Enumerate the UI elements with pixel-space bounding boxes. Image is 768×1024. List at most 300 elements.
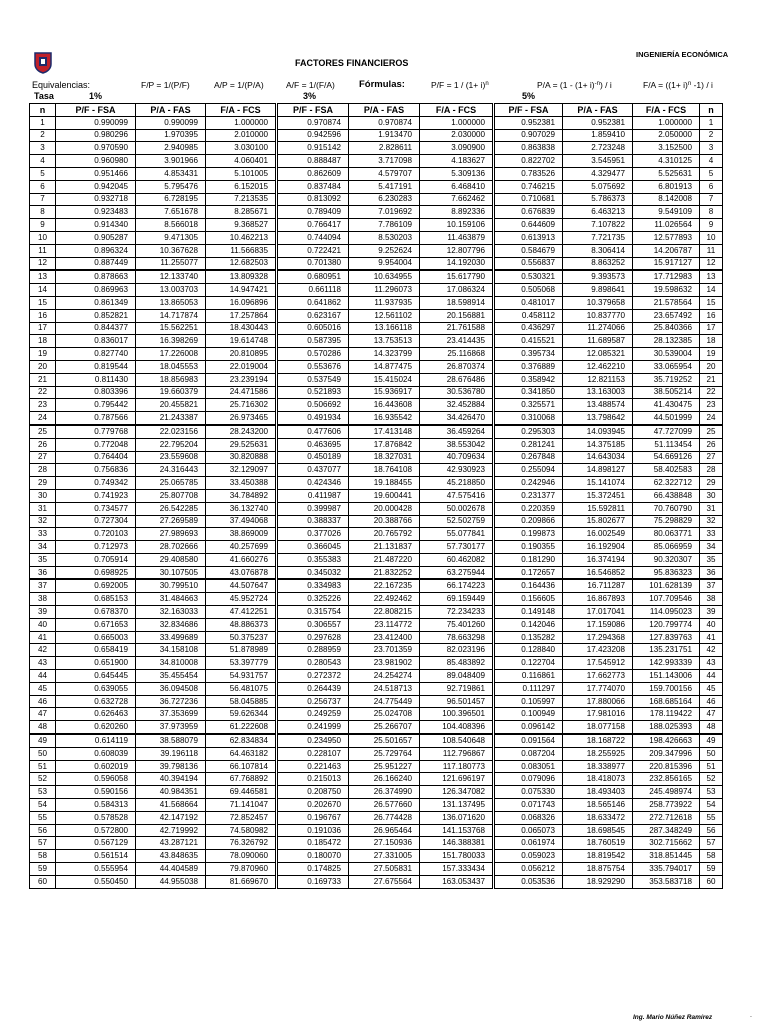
- period-cell: 43: [700, 657, 723, 670]
- factor-cell: 163.053437: [420, 875, 494, 888]
- factor-cell: 0.556837: [494, 257, 563, 270]
- factor-cell: 0.267848: [494, 451, 563, 464]
- factor-cell: 25.501657: [349, 734, 420, 747]
- formula-pf: $P/F = 1 / (1+ i)^n$: [431, 80, 489, 90]
- factor-cell: 40.394194: [136, 773, 206, 786]
- col-header: P/F - FSA: [277, 104, 349, 117]
- period-cell: 53: [700, 786, 723, 799]
- factor-cell: 4.183627: [420, 155, 494, 168]
- table-row: [30, 773, 723, 786]
- period-cell: 10: [30, 231, 56, 244]
- factor-cell: 18.430443: [206, 322, 277, 335]
- factor-cell: 121.696197: [420, 773, 494, 786]
- period-cell: 7: [700, 193, 723, 206]
- factor-cell: 25.840366: [633, 322, 700, 335]
- factor-cell: 14.192030: [420, 257, 494, 270]
- factor-cell: 53.397779: [206, 657, 277, 670]
- factor-cell: 6.468410: [420, 180, 494, 193]
- period-cell: 42: [30, 644, 56, 657]
- factor-cell: 0.863838: [494, 142, 563, 155]
- table-row: [30, 515, 723, 528]
- factor-cell: 0.199873: [494, 528, 563, 541]
- factor-cell: 18.168722: [563, 734, 633, 747]
- factor-cell: 89.048409: [420, 670, 494, 683]
- period-cell: 8: [700, 206, 723, 219]
- period-cell: 55: [700, 811, 723, 824]
- factor-cell: 0.149148: [494, 606, 563, 619]
- factor-cell: 21.487220: [349, 553, 420, 566]
- factor-cell: 5.309136: [420, 167, 494, 180]
- col-header: n: [30, 104, 56, 117]
- factor-cell: 18.633472: [563, 811, 633, 824]
- factor-cell: 0.896324: [56, 244, 136, 257]
- factor-cell: 23.657492: [633, 309, 700, 322]
- factor-cell: 0.358942: [494, 373, 563, 386]
- factor-cell: 0.698925: [56, 566, 136, 579]
- factor-cell: 131.137495: [420, 799, 494, 812]
- factor-cell: 66.107814: [206, 760, 277, 773]
- factor-cell: 4.329477: [563, 167, 633, 180]
- factor-cell: 6.152015: [206, 180, 277, 193]
- factor-cell: 9.368527: [206, 219, 277, 232]
- factor-cell: 51.878989: [206, 644, 277, 657]
- factor-cell: 32.129097: [206, 464, 277, 477]
- factor-cell: 2.030000: [420, 129, 494, 142]
- factor-cell: 220.815396: [633, 760, 700, 773]
- table-row: [30, 875, 723, 888]
- col-header: P/A - FAS: [563, 104, 633, 117]
- factor-cell: 0.960980: [56, 155, 136, 168]
- factor-cell: 32.163033: [136, 606, 206, 619]
- period-cell: 22: [30, 386, 56, 399]
- factor-cell: 0.952381: [494, 116, 563, 129]
- factor-cell: 9.393573: [563, 270, 633, 283]
- factor-cell: 44.955038: [136, 875, 206, 888]
- factor-cell: 13.166118: [349, 322, 420, 335]
- factor-cell: 58.402583: [633, 464, 700, 477]
- factor-cell: 0.734577: [56, 502, 136, 515]
- period-cell: 10: [700, 231, 723, 244]
- factor-cell: 2.940985: [136, 142, 206, 155]
- factor-cell: 44.507647: [206, 579, 277, 592]
- factor-cell: 0.450189: [277, 451, 349, 464]
- table-row: [30, 309, 723, 322]
- period-cell: 24: [700, 412, 723, 425]
- factor-cell: 7.662462: [420, 193, 494, 206]
- table-row: [30, 167, 723, 180]
- col-header: F/A - FCS: [633, 104, 700, 117]
- factor-cell: 0.366045: [277, 541, 349, 554]
- factor-cell: 34.784892: [206, 489, 277, 502]
- factor-cell: 0.862609: [277, 167, 349, 180]
- factor-cell: 0.783526: [494, 167, 563, 180]
- factor-cell: 8.566018: [136, 219, 206, 232]
- factor-cell: 67.768892: [206, 773, 277, 786]
- table-row: [30, 142, 723, 155]
- factor-cell: 7.786109: [349, 219, 420, 232]
- factor-cell: 11.296073: [349, 284, 420, 297]
- factor-cell: 23.412400: [349, 631, 420, 644]
- factor-cell: 0.701380: [277, 257, 349, 270]
- factor-cell: 0.915142: [277, 142, 349, 155]
- table-row: [30, 438, 723, 451]
- period-cell: 27: [700, 451, 723, 464]
- factor-cell: 7.651678: [136, 206, 206, 219]
- factor-cell: 27.331005: [349, 850, 420, 863]
- period-cell: 55: [30, 811, 56, 824]
- factor-cell: 11.026564: [633, 219, 700, 232]
- factor-cell: 107.709546: [633, 593, 700, 606]
- factor-cell: 4.060401: [206, 155, 277, 168]
- factor-cell: 104.408396: [420, 721, 494, 734]
- factor-cell: 0.789409: [277, 206, 349, 219]
- period-cell: 14: [30, 284, 56, 297]
- table-row: [30, 360, 723, 373]
- factor-cell: 0.596058: [56, 773, 136, 786]
- factor-cell: 74.580982: [206, 824, 277, 837]
- factor-cell: 0.632728: [56, 695, 136, 708]
- factor-cell: 11.689587: [563, 335, 633, 348]
- factor-cell: 0.980296: [56, 129, 136, 142]
- factor-cell: 47.727099: [633, 425, 700, 438]
- factor-cell: 43.287121: [136, 837, 206, 850]
- factor-cell: 16.398269: [136, 335, 206, 348]
- factor-cell: 9.954004: [349, 257, 420, 270]
- period-cell: 46: [30, 695, 56, 708]
- factor-cell: 26.965464: [349, 824, 420, 837]
- factor-cell: 18.760519: [563, 837, 633, 850]
- factor-cell: 17.294368: [563, 631, 633, 644]
- period-cell: 60: [30, 875, 56, 888]
- factor-cell: 1.000000: [633, 116, 700, 129]
- factor-cell: 0.756836: [56, 464, 136, 477]
- factor-cell: 62.322712: [633, 477, 700, 490]
- factor-cell: 72.852457: [206, 811, 277, 824]
- factor-cell: 24.775449: [349, 695, 420, 708]
- period-cell: 49: [700, 734, 723, 747]
- factor-cell: 7.019692: [349, 206, 420, 219]
- factor-cell: 21.761588: [420, 322, 494, 335]
- factor-cell: 95.836323: [633, 566, 700, 579]
- factor-cell: 0.325571: [494, 399, 563, 412]
- factor-cell: 15.592811: [563, 502, 633, 515]
- factor-cell: 0.811430: [56, 373, 136, 386]
- col-header: F/A - FCS: [420, 104, 494, 117]
- factor-cell: 258.773922: [633, 799, 700, 812]
- period-cell: 37: [700, 579, 723, 592]
- factor-cell: 51.113454: [633, 438, 700, 451]
- factor-cell: 0.220359: [494, 502, 563, 515]
- factor-cell: 16.711287: [563, 579, 633, 592]
- factor-cell: 3.152500: [633, 142, 700, 155]
- factor-cell: 18.565146: [563, 799, 633, 812]
- factor-cell: 16.192904: [563, 541, 633, 554]
- period-cell: 26: [30, 438, 56, 451]
- factor-cell: 0.651900: [56, 657, 136, 670]
- factor-cell: 79.870960: [206, 863, 277, 876]
- factor-cell: 39.196118: [136, 747, 206, 760]
- factor-cell: 0.255094: [494, 464, 563, 477]
- factor-cell: 188.025393: [633, 721, 700, 734]
- factor-cell: 0.602019: [56, 760, 136, 773]
- factor-cell: 157.333434: [420, 863, 494, 876]
- factor-cell: 28.676486: [420, 373, 494, 386]
- factor-cell: 0.584313: [56, 799, 136, 812]
- factor-cell: 52.502759: [420, 515, 494, 528]
- factor-cell: 40.984351: [136, 786, 206, 799]
- factor-cell: 14.323799: [349, 348, 420, 361]
- factor-cell: 58.045885: [206, 695, 277, 708]
- period-cell: 34: [30, 541, 56, 554]
- factor-cell: 232.856165: [633, 773, 700, 786]
- factor-cell: 27.989693: [136, 528, 206, 541]
- factor-cell: 35.719252: [633, 373, 700, 386]
- table-row: [30, 270, 723, 283]
- factor-cell: 0.116861: [494, 670, 563, 683]
- factor-cell: 25.024708: [349, 708, 420, 721]
- factor-cell: 76.326792: [206, 837, 277, 850]
- factor-cell: 41.660276: [206, 553, 277, 566]
- factor-cell: 48.886373: [206, 618, 277, 631]
- factor-cell: 23.239194: [206, 373, 277, 386]
- factor-cell: 6.728195: [136, 193, 206, 206]
- period-cell: 26: [700, 438, 723, 451]
- factor-cell: 0.584679: [494, 244, 563, 257]
- factor-cell: 8.863252: [563, 257, 633, 270]
- factor-cell: 0.605016: [277, 322, 349, 335]
- period-cell: 28: [700, 464, 723, 477]
- factor-cell: 21.131837: [349, 541, 420, 554]
- table-row: [30, 579, 723, 592]
- factor-cell: 50.375237: [206, 631, 277, 644]
- factor-cell: 0.623167: [277, 309, 349, 322]
- factor-cell: 14.375185: [563, 438, 633, 451]
- factor-cell: 0.727304: [56, 515, 136, 528]
- col-header: P/A - FAS: [136, 104, 206, 117]
- factor-cell: 22.019004: [206, 360, 277, 373]
- table-row: [30, 863, 723, 876]
- factor-cell: 0.613913: [494, 231, 563, 244]
- period-cell: 44: [700, 670, 723, 683]
- factor-cell: 41.568664: [136, 799, 206, 812]
- factor-cell: 0.315754: [277, 606, 349, 619]
- factor-cell: 0.135282: [494, 631, 563, 644]
- factor-cell: 0.567129: [56, 837, 136, 850]
- table-row: [30, 708, 723, 721]
- period-cell: 2: [700, 129, 723, 142]
- factor-cell: 0.779768: [56, 425, 136, 438]
- factor-cell: 47.412251: [206, 606, 277, 619]
- factor-cell: 19.660379: [136, 386, 206, 399]
- factor-cell: 22.167235: [349, 579, 420, 592]
- factor-cell: 0.241999: [277, 721, 349, 734]
- table-row: [30, 631, 723, 644]
- factor-cell: 81.669670: [206, 875, 277, 888]
- factor-cell: 33.065954: [633, 360, 700, 373]
- factor-cell: 0.481017: [494, 296, 563, 309]
- table-row: [30, 657, 723, 670]
- factor-cell: 0.208750: [277, 786, 349, 799]
- period-cell: 60: [700, 875, 723, 888]
- period-cell: 4: [700, 155, 723, 168]
- factor-cell: 0.803396: [56, 386, 136, 399]
- factor-cell: 0.228107: [277, 747, 349, 760]
- factor-cell: 60.462082: [420, 553, 494, 566]
- table-row: [30, 464, 723, 477]
- factor-cell: 0.196767: [277, 811, 349, 824]
- factor-cell: 0.388337: [277, 515, 349, 528]
- factor-cell: 16.546852: [563, 566, 633, 579]
- factor-cell: 13.809328: [206, 270, 277, 283]
- table-header-row: [30, 104, 723, 117]
- factor-cell: 0.122704: [494, 657, 563, 670]
- factor-cell: 12.577893: [633, 231, 700, 244]
- factor-cell: 26.577660: [349, 799, 420, 812]
- factor-cell: 0.676839: [494, 206, 563, 219]
- factor-cell: 17.226008: [136, 348, 206, 361]
- period-cell: 32: [700, 515, 723, 528]
- factor-cell: 0.053536: [494, 875, 563, 888]
- factor-cell: 0.377026: [277, 528, 349, 541]
- factor-cell: 0.827740: [56, 348, 136, 361]
- factor-cell: 0.142046: [494, 618, 563, 631]
- factor-cell: 0.572800: [56, 824, 136, 837]
- factor-cell: 70.760790: [633, 502, 700, 515]
- factor-cell: 0.590156: [56, 786, 136, 799]
- factor-cell: 41.430475: [633, 399, 700, 412]
- factor-cell: 0.764404: [56, 451, 136, 464]
- factor-cell: 10.159106: [420, 219, 494, 232]
- factor-cell: 209.347996: [633, 747, 700, 760]
- factor-cell: 26.774428: [349, 811, 420, 824]
- table-row: [30, 695, 723, 708]
- table-row: [30, 786, 723, 799]
- factor-cell: 25.729764: [349, 747, 420, 760]
- period-cell: 56: [700, 824, 723, 837]
- period-cell: 36: [700, 566, 723, 579]
- factor-cell: 1.000000: [206, 116, 277, 129]
- factor-cell: 11.255077: [136, 257, 206, 270]
- factor-cell: 44.501999: [633, 412, 700, 425]
- factor-cell: 0.550450: [56, 875, 136, 888]
- table-row: [30, 747, 723, 760]
- factor-cell: 287.348249: [633, 824, 700, 837]
- factor-cell: 16.374194: [563, 553, 633, 566]
- factor-cell: 11.566835: [206, 244, 277, 257]
- factor-cell: 12.561102: [349, 309, 420, 322]
- factor-cell: 126.347082: [420, 786, 494, 799]
- factor-cell: 0.202670: [277, 799, 349, 812]
- factor-cell: 0.059023: [494, 850, 563, 863]
- formula-ap: A/P = 1/(P/A): [214, 80, 264, 90]
- factor-cell: 0.970590: [56, 142, 136, 155]
- period-cell: 29: [700, 477, 723, 490]
- table-row: [30, 566, 723, 579]
- period-cell: 51: [30, 760, 56, 773]
- period-cell: 59: [30, 863, 56, 876]
- period-cell: 38: [700, 593, 723, 606]
- factor-cell: 0.128840: [494, 644, 563, 657]
- period-cell: 6: [700, 180, 723, 193]
- period-cell: 9: [700, 219, 723, 232]
- col-header: P/A - FAS: [349, 104, 420, 117]
- factor-cell: 45.218850: [420, 477, 494, 490]
- factor-cell: 0.424346: [277, 477, 349, 490]
- factor-cell: 0.071743: [494, 799, 563, 812]
- factor-cell: 0.174825: [277, 863, 349, 876]
- factor-cell: 0.741923: [56, 489, 136, 502]
- period-cell: 12: [30, 257, 56, 270]
- factor-cell: 15.917127: [633, 257, 700, 270]
- factor-cell: 151.780033: [420, 850, 494, 863]
- table-row: [30, 155, 723, 168]
- factor-cell: 5.786373: [563, 193, 633, 206]
- factor-cell: 0.813092: [277, 193, 349, 206]
- table-row: [30, 412, 723, 425]
- factor-cell: 27.505831: [349, 863, 420, 876]
- period-cell: 32: [30, 515, 56, 528]
- factor-cell: 66.174223: [420, 579, 494, 592]
- factor-cell: 26.374990: [349, 786, 420, 799]
- factor-cell: 7.107822: [563, 219, 633, 232]
- factor-cell: 43.076878: [206, 566, 277, 579]
- factor-cell: 25.116868: [420, 348, 494, 361]
- factor-cell: 34.810008: [136, 657, 206, 670]
- factor-cell: 0.587395: [277, 335, 349, 348]
- factor-cell: 0.242946: [494, 477, 563, 490]
- factor-cell: 302.715662: [633, 837, 700, 850]
- factor-cell: 0.334983: [277, 579, 349, 592]
- period-cell: 51: [700, 760, 723, 773]
- factor-cell: 0.341850: [494, 386, 563, 399]
- factor-cell: 18.598914: [420, 296, 494, 309]
- tasa-label: Tasa: [34, 91, 54, 101]
- period-cell: 15: [700, 296, 723, 309]
- period-cell: 56: [30, 824, 56, 837]
- period-cell: 19: [700, 348, 723, 361]
- period-cell: 54: [700, 799, 723, 812]
- factor-cell: 0.083051: [494, 760, 563, 773]
- factor-cell: 0.658419: [56, 644, 136, 657]
- factor-cell: 28.243200: [206, 425, 277, 438]
- formulas-label: Fórmulas:: [359, 79, 405, 90]
- factor-cell: 23.701359: [349, 644, 420, 657]
- factor-cell: 11.274066: [563, 322, 633, 335]
- factor-cell: 75.401260: [420, 618, 494, 631]
- factor-cell: 0.091564: [494, 734, 563, 747]
- period-cell: 14: [700, 284, 723, 297]
- factor-cell: 14.898127: [563, 464, 633, 477]
- col-header: P/F - FSA: [494, 104, 563, 117]
- table-row: [30, 425, 723, 438]
- factor-cell: 0.692005: [56, 579, 136, 592]
- factor-cell: 14.206787: [633, 244, 700, 257]
- factor-cell: 14.947421: [206, 284, 277, 297]
- table-row: [30, 489, 723, 502]
- period-cell: 12: [700, 257, 723, 270]
- factor-cell: 71.141047: [206, 799, 277, 812]
- factor-cell: 0.061974: [494, 837, 563, 850]
- period-cell: 4: [30, 155, 56, 168]
- factor-cell: 17.876842: [349, 438, 420, 451]
- factor-cell: 112.796867: [420, 747, 494, 760]
- factor-cell: 0.951466: [56, 167, 136, 180]
- period-cell: 42: [700, 644, 723, 657]
- factor-cell: 5.795476: [136, 180, 206, 193]
- factor-cell: 39.798136: [136, 760, 206, 773]
- factor-cell: 0.306557: [277, 618, 349, 631]
- factor-cell: 0.787566: [56, 412, 136, 425]
